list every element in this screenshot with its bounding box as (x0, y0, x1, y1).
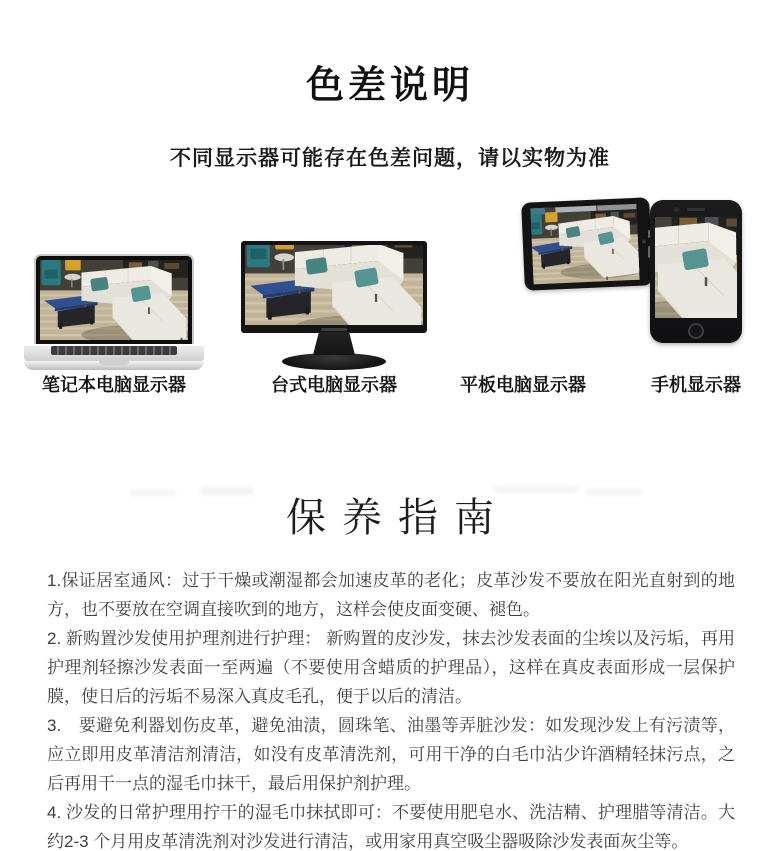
sofa-photo-monitor (245, 245, 423, 325)
device-cell-tablet (445, 227, 601, 397)
sofa-photo-phone (655, 217, 737, 318)
phone-home-button (688, 323, 704, 339)
monitor-screen (241, 241, 427, 333)
color-difference-note: 不同显示器可能存在色差问题，请以实物为准 (170, 147, 610, 170)
phone-side-button (648, 230, 650, 238)
care-paragraph-4: 4. 沙发的日常护理用拧干的湿毛巾抹拭即可：不要使用肥皂水、洗洁精、护理腊等清洁。大约2-3 个月用皮革清洗剂对沙发进行清洁，或用家用真空吸尘器吸除沙发表面灰尘等。 (47, 803, 735, 851)
phone-side-button (648, 246, 650, 258)
monitor-stand (313, 332, 355, 355)
laptop-label: 笔记本电脑显示器 (42, 375, 186, 395)
device-cell-laptop (24, 227, 204, 397)
laptop-keyboard (24, 346, 204, 361)
care-guide-title: 保养指南 (286, 496, 510, 540)
sofa-photo-tablet (530, 204, 639, 285)
phone-speaker (687, 208, 705, 211)
device-cell-phone (634, 227, 758, 397)
phone-label: 手机显示器 (651, 375, 741, 395)
phone-image (650, 200, 742, 343)
monitor-logo (321, 328, 347, 331)
monitor-label: 台式电脑显示器 (271, 375, 397, 395)
device-comparison-row (0, 227, 780, 397)
sofa-photo-laptop (40, 260, 188, 340)
desktop-monitor-image (241, 241, 427, 370)
care-paragraph-3: 3. 要避免利器划伤皮革，避免油渍，圆珠笔、油墨等弄脏沙发：如发现沙发上有污渍等，应立即用皮革清洁剂清洁，如没有皮革清洗剂，可用干净的白毛巾沾少许酒精轻抹污点，之后再用干一点的湿毛巾抹干，最后用保护剂护理。 (47, 716, 735, 793)
tablet-label: 平板电脑显示器 (460, 375, 586, 395)
laptop-screen (34, 254, 194, 344)
laptop-image (24, 254, 204, 370)
laptop-base (24, 361, 204, 370)
care-guide-text (47, 566, 735, 851)
monitor-base (282, 353, 386, 370)
color-difference-title: 色差说明 (305, 65, 474, 107)
care-paragraph-1: 1.保证居室通风：过于干燥或潮湿都会加速皮革的老化；皮革沙发不要放在阳光直射到的地方，也不要放在空调直接吹到的地方，这样会使皮面变硬、褪色。 (47, 571, 735, 619)
device-cell-monitor (236, 227, 432, 397)
phone-camera (674, 207, 679, 212)
care-paragraph-2: 2. 新购置沙发使用护理剂进行护理： 新购置的皮沙发，抹去沙发表面的尘埃以及污垢，再用护理剂轻擦沙发表面一至两遍（不要使用含蜡质的护理品），这样在真皮表面形成一层保护膜，使日后的污垢不易深入真皮毛孔，便于以后的清洁。 (47, 629, 735, 706)
